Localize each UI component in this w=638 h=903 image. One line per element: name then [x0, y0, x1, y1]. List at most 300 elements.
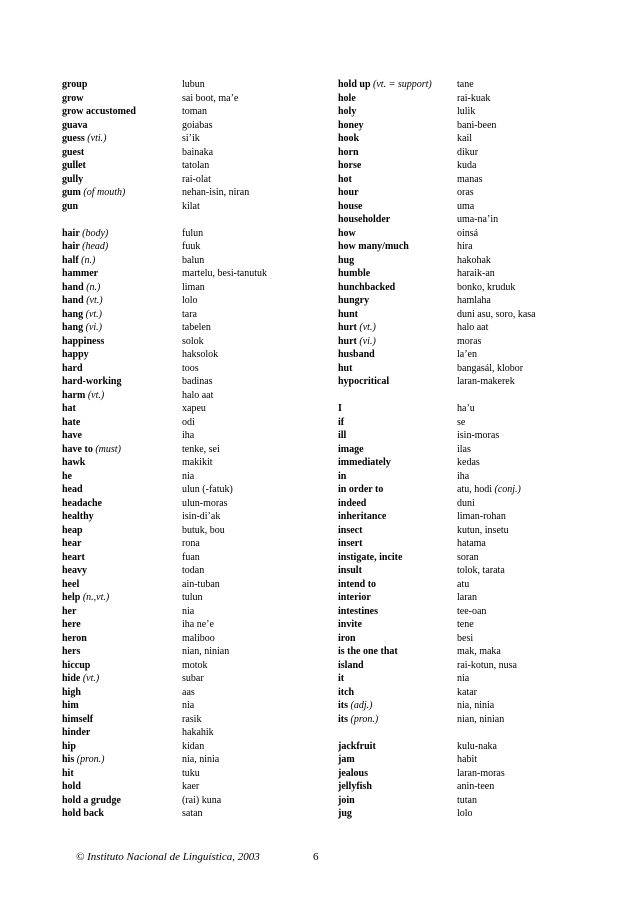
glossary-entry: [62, 726, 322, 740]
glossary-entry: [62, 294, 322, 308]
english-term: [338, 564, 362, 578]
tetum-word: dikur: [457, 146, 479, 158]
tetum-word: ulun (-fatuk): [182, 484, 233, 495]
tetum-word: kilat: [182, 200, 200, 212]
glossary-entry: [338, 740, 578, 754]
tetum-word: tee-oan: [457, 605, 487, 617]
grammar-note: (pron.): [350, 713, 379, 725]
glossary-entry: [62, 254, 322, 268]
tetum-word: hamlaha: [457, 295, 491, 306]
grammar-note: (body): [82, 227, 109, 239]
tetum-translation: [457, 227, 478, 241]
tetum-word: tutan: [457, 794, 477, 806]
english-term: [62, 483, 83, 497]
glossary-entry: [338, 780, 578, 794]
tetum-word: bonko, kruduk: [457, 281, 516, 293]
glossary-entry: [338, 578, 578, 592]
english-word: he: [62, 470, 72, 482]
english-term: [62, 78, 87, 92]
tetum-translation: [182, 618, 214, 632]
glossary-entry: [338, 659, 578, 673]
tetum-word: nia, ninia: [457, 700, 495, 711]
glossary-entry: [338, 524, 578, 538]
glossary-entry: [62, 146, 322, 160]
english-term: [62, 767, 74, 781]
english-term: [338, 807, 352, 821]
tetum-translation: [457, 402, 475, 416]
english-word: ill: [338, 430, 347, 441]
tetum-translation: [457, 416, 465, 430]
tetum-word: rai-kotun, nusa: [457, 659, 517, 671]
tetum-word: atu, hodi: [457, 484, 492, 495]
english-term: [62, 335, 104, 349]
glossary-entry: [62, 767, 322, 781]
english-term: [62, 254, 95, 268]
grammar-note: (n.): [86, 281, 101, 293]
tetum-translation: [182, 794, 221, 808]
tetum-translation: [182, 456, 213, 470]
tetum-word: aas: [182, 686, 195, 698]
tetum-translation: [182, 402, 206, 416]
english-term: [62, 92, 83, 106]
glossary-entry: [338, 105, 578, 119]
english-term: [62, 294, 103, 308]
english-term: [338, 92, 356, 106]
english-word: jackfruit: [338, 740, 376, 752]
grammar-note: (of mouth): [83, 187, 126, 198]
english-word: hang: [62, 322, 84, 333]
tetum-word: kail: [457, 133, 472, 144]
tetum-word: duni asu, soro, kasa: [457, 308, 536, 320]
glossary-entry: [338, 429, 578, 443]
glossary-entry: [338, 564, 578, 578]
glossary-entry: [338, 713, 578, 727]
tetum-word: kutun, insetu: [457, 524, 509, 536]
tetum-word: solok: [182, 335, 204, 347]
glossary-entry: [338, 416, 578, 430]
tetum-word: butuk, bou: [182, 524, 225, 536]
tetum-word: rai-olat: [182, 173, 211, 185]
english-word: interior: [338, 592, 371, 603]
tetum-word: kulu-naka: [457, 740, 497, 752]
tetum-word: laran-moras: [457, 767, 505, 779]
english-word: hook: [338, 133, 360, 144]
tetum-word: habit: [457, 754, 477, 765]
english-term: [62, 416, 80, 430]
tetum-translation: [457, 240, 473, 254]
tetum-word: subar: [182, 673, 204, 684]
english-term: [338, 335, 376, 349]
page-number: 6: [313, 851, 319, 863]
english-word: its: [338, 700, 348, 711]
english-word: jug: [338, 808, 352, 819]
glossary-entry: [62, 389, 322, 403]
english-word: group: [62, 79, 88, 90]
tetum-word: hakahik: [182, 727, 214, 738]
glossary-entry: [62, 335, 322, 349]
english-word: house: [338, 200, 363, 212]
tetum-translation: [182, 416, 195, 430]
tetum-word: iha: [457, 470, 470, 482]
tetum-word: isin-moras: [457, 430, 500, 441]
tetum-translation: [457, 362, 523, 376]
glossary-entry: [62, 483, 322, 497]
glossary-entry: [338, 362, 578, 376]
glossary-entry: [62, 267, 322, 281]
english-term: [338, 416, 344, 430]
english-word: hole: [338, 92, 356, 104]
glossary-entry: [62, 672, 322, 686]
glossary-entry: [62, 348, 322, 362]
tetum-word: nehan-isin, niran: [182, 187, 250, 198]
tetum-word: atu: [457, 578, 470, 590]
glossary-entry: [338, 672, 578, 686]
tetum-word: mak, maka: [457, 646, 501, 657]
english-term: [62, 524, 83, 538]
tetum-word: katar: [457, 686, 477, 698]
english-word: how many/much: [338, 241, 409, 252]
english-word: horn: [338, 146, 359, 158]
glossary-entry: [62, 605, 322, 619]
tetum-translation: [457, 348, 477, 362]
tetum-translation: [457, 686, 477, 700]
tetum-word: tulun: [182, 592, 203, 603]
tetum-translation: [182, 321, 211, 335]
tetum-translation: [182, 443, 220, 457]
glossary-entry: [338, 483, 578, 497]
glossary-entry: [62, 200, 322, 214]
tetum-translation: [457, 443, 471, 457]
english-term: [338, 618, 362, 632]
tetum-word: bainaka: [182, 146, 214, 158]
english-term: [338, 537, 362, 551]
grammar-note: (adj.): [350, 700, 373, 711]
tetum-word: maliboo: [182, 632, 215, 644]
glossary-entry: [62, 510, 322, 524]
glossary-entry: [62, 659, 322, 673]
tetum-translation: [182, 78, 205, 92]
english-term: [62, 389, 104, 403]
glossary-entry: [338, 618, 578, 632]
glossary-entry: [338, 551, 578, 565]
english-word: guess: [62, 133, 85, 144]
tetum-translation: [182, 375, 213, 389]
tetum-translation: [457, 713, 504, 727]
tetum-translation: [182, 159, 209, 173]
tetum-word: goiabas: [182, 119, 213, 131]
tetum-translation: [182, 92, 238, 106]
english-term: [62, 159, 86, 173]
tetum-word: ulun-moras: [182, 497, 228, 509]
tetum-translation: [182, 132, 200, 146]
tetum-translation: [457, 483, 521, 497]
english-term: [338, 699, 372, 713]
english-term: [338, 321, 376, 335]
tetum-translation: [457, 200, 474, 214]
tetum-translation: [457, 159, 476, 173]
tetum-translation: [182, 591, 203, 605]
glossary-entry: [338, 699, 578, 713]
tetum-translation: [182, 173, 211, 187]
grammar-note: (vt.): [85, 308, 103, 320]
tetum-word: si’ik: [182, 133, 200, 144]
english-term: [62, 429, 82, 443]
tetum-word: lubun: [182, 79, 205, 90]
tetum-translation: [457, 186, 474, 200]
tetum-word: uma-na’in: [457, 214, 499, 225]
tetum-word: odi: [182, 416, 195, 428]
english-term: [338, 227, 356, 241]
english-word: insult: [338, 565, 362, 576]
glossary-entry: [338, 470, 578, 484]
english-word: head: [62, 484, 83, 495]
glossary-entry: [62, 618, 322, 632]
tetum-word: kaer: [182, 781, 200, 792]
english-word: itch: [338, 686, 355, 698]
english-word: inheritance: [338, 511, 387, 522]
english-word: its: [338, 713, 348, 725]
english-term: [62, 686, 81, 700]
tetum-word: haraik-an: [457, 268, 495, 279]
english-word: gullet: [62, 160, 86, 171]
english-term: [338, 254, 354, 268]
english-word: him: [62, 700, 79, 711]
english-term: [62, 740, 76, 754]
tetum-translation: [182, 281, 205, 295]
tetum-translation: [457, 335, 481, 349]
english-word: grow: [62, 92, 84, 104]
english-word: join: [338, 794, 355, 806]
tetum-translation: [182, 645, 229, 659]
tetum-translation: [182, 362, 199, 376]
glossary-entry: [62, 470, 322, 484]
tetum-word: tabelen: [182, 322, 211, 333]
glossary-entry: [338, 159, 578, 173]
glossary-entry: [338, 767, 578, 781]
tetum-word: nia: [182, 470, 195, 482]
tetum-word: nian, ninian: [457, 713, 505, 725]
tetum-translation: [182, 429, 194, 443]
tetum-translation: [182, 767, 200, 781]
section-gap: [62, 213, 322, 227]
tetum-word: halo aat: [182, 389, 214, 401]
tetum-translation: [182, 470, 194, 484]
english-word: immediately: [338, 457, 391, 468]
english-word: hang: [62, 308, 84, 320]
tetum-word: tolok, tarata: [457, 565, 505, 576]
english-term: [338, 186, 359, 200]
tetum-translation: [182, 294, 198, 308]
tetum-word: tuku: [182, 767, 200, 779]
english-term: [62, 645, 80, 659]
english-term: [62, 186, 125, 200]
glossary-entry: [338, 240, 578, 254]
english-term: [62, 227, 108, 241]
glossary-entry: [338, 402, 578, 416]
tetum-word: ain-tuban: [182, 578, 220, 590]
english-term: [338, 510, 386, 524]
english-word: jealous: [338, 767, 368, 779]
english-term: [338, 240, 409, 254]
tetum-translation: [457, 456, 480, 470]
tetum-translation: [182, 254, 204, 268]
tetum-word: rai-kuak: [457, 92, 491, 104]
tetum-word: oinsá: [457, 227, 479, 239]
english-word: hard-working: [62, 376, 122, 387]
english-word: instigate, incite: [338, 551, 403, 563]
tetum-translation: [457, 497, 475, 511]
english-word: hers: [62, 646, 81, 657]
english-word: hand: [62, 295, 84, 306]
english-word: hunchbacked: [338, 281, 396, 293]
glossary-entry: [338, 321, 578, 335]
english-term: [338, 672, 344, 686]
tetum-word: uma: [457, 200, 475, 212]
tetum-word: xapeu: [182, 403, 206, 414]
tetum-word: tenke, sei: [182, 443, 220, 455]
english-term: [62, 348, 89, 362]
tetum-translation: [182, 308, 197, 322]
glossary-column-right: [338, 78, 578, 821]
tetum-translation: [457, 267, 495, 281]
tetum-translation: [182, 537, 200, 551]
tetum-translation: [457, 699, 494, 713]
english-word: how: [338, 227, 356, 239]
english-word: hair: [62, 241, 80, 252]
english-word: hungry: [338, 295, 370, 306]
glossary-entry: [62, 686, 322, 700]
tetum-translation: [457, 92, 490, 106]
glossary-entry: [338, 686, 578, 700]
tetum-translation: [457, 605, 486, 619]
tetum-word: tara: [182, 308, 197, 320]
tetum-translation: [182, 807, 203, 821]
glossary-entry: [338, 456, 578, 470]
tetum-translation: [182, 105, 207, 119]
english-term: [62, 537, 81, 551]
grammar-note: (vi.): [359, 335, 376, 347]
glossary-entry: [62, 564, 322, 578]
tetum-translation: [182, 119, 213, 133]
english-word: his: [62, 754, 75, 765]
english-word: hold: [62, 781, 81, 792]
english-word: hat: [62, 403, 76, 414]
glossary-entry: [338, 807, 578, 821]
tetum-translation: [182, 497, 228, 511]
english-word: headache: [62, 497, 102, 509]
english-word: intestines: [338, 605, 378, 617]
english-word: in: [338, 470, 347, 482]
glossary-entry: [62, 119, 322, 133]
english-term: [62, 497, 102, 511]
tetum-translation: [457, 551, 479, 565]
tetum-word: kidan: [182, 740, 205, 752]
tetum-word: fulun: [182, 227, 204, 239]
tetum-translation: [182, 780, 199, 794]
tetum-word: se: [457, 416, 466, 428]
tetum-translation: [182, 267, 267, 281]
tetum-word: liman: [182, 281, 205, 293]
english-term: [338, 362, 352, 376]
english-term: [338, 105, 356, 119]
english-word: half: [62, 254, 79, 266]
tetum-translation: [457, 470, 469, 484]
english-word: hot: [338, 173, 352, 185]
glossary-entry: [338, 605, 578, 619]
tetum-word: ilas: [457, 443, 471, 455]
glossary-entry: [62, 713, 322, 727]
glossary-entry: [338, 443, 578, 457]
english-term: [338, 402, 342, 416]
english-word: if: [338, 416, 345, 428]
glossary-entry: [62, 416, 322, 430]
english-term: [338, 632, 356, 646]
english-term: [338, 375, 389, 389]
tetum-word: haksolok: [182, 349, 219, 360]
tetum-translation: [182, 227, 203, 241]
tetum-word: rasik: [182, 713, 202, 725]
grammar-note: (conj.): [494, 484, 521, 495]
english-word: intend to: [338, 578, 377, 590]
tetum-translation: [457, 375, 515, 389]
tetum-word: laran-makerek: [457, 376, 515, 387]
english-word: humble: [338, 268, 371, 279]
tetum-translation: [182, 605, 194, 619]
tetum-word: lolo: [182, 295, 198, 306]
glossary-entry: [62, 321, 322, 335]
english-term: [338, 78, 432, 92]
english-term: [62, 402, 76, 416]
tetum-translation: [182, 686, 195, 700]
tetum-translation: [457, 537, 486, 551]
tetum-word: kedas: [457, 457, 480, 468]
tetum-translation: [457, 146, 478, 160]
tetum-translation: [182, 348, 218, 362]
tetum-word: la’en: [457, 349, 477, 360]
english-term: [62, 564, 87, 578]
tetum-word: laran: [457, 592, 477, 603]
glossary-entry: [62, 524, 322, 538]
english-word: heart: [62, 551, 85, 563]
tetum-translation: [457, 281, 515, 295]
tetum-word: nia: [182, 605, 195, 617]
tetum-translation: [457, 740, 497, 754]
english-term: [338, 591, 371, 605]
tetum-word: besi: [457, 632, 474, 644]
tetum-word: hakohak: [457, 254, 491, 266]
english-word: hate: [62, 416, 81, 428]
english-term: [62, 119, 88, 133]
english-term: [62, 551, 85, 565]
glossary-entry: [338, 537, 578, 551]
english-word: gun: [62, 200, 79, 212]
english-word: in order to: [338, 484, 384, 495]
glossary-entry: [62, 740, 322, 754]
english-word: island: [338, 659, 364, 671]
tetum-word: todan: [182, 565, 205, 576]
glossary-entry: [62, 105, 322, 119]
english-word: jam: [338, 754, 355, 765]
glossary-entry: [62, 807, 322, 821]
english-term: [62, 510, 94, 524]
english-word: happy: [62, 349, 89, 360]
grammar-note: (vti.): [87, 133, 107, 144]
english-word: hypocritical: [338, 376, 390, 387]
tetum-word: sai boot, ma’e: [182, 92, 239, 104]
english-word: holy: [338, 106, 357, 117]
tetum-word: rona: [182, 538, 200, 549]
english-word: high: [62, 686, 81, 698]
